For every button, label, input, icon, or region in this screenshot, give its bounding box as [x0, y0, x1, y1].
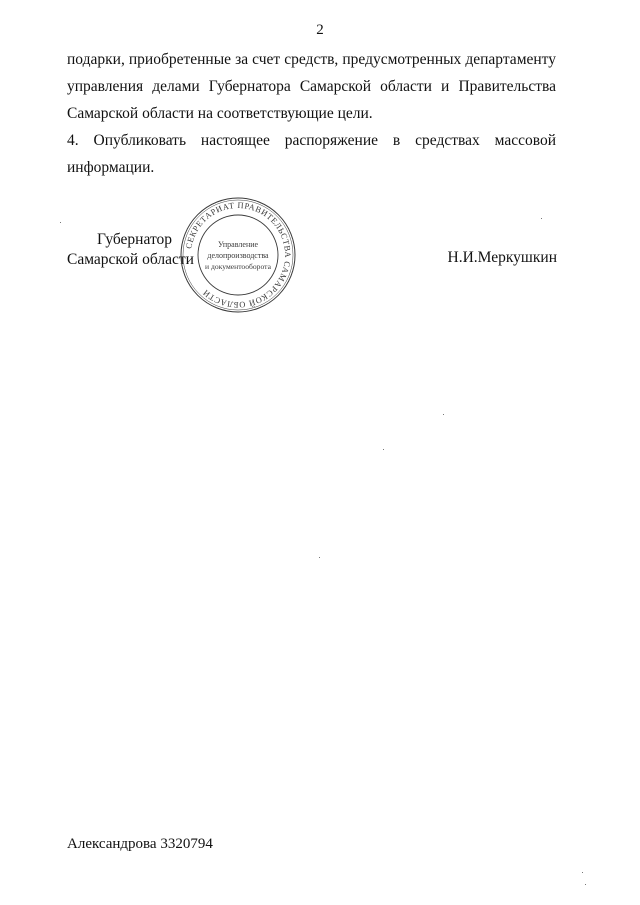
scan-speck: [582, 872, 583, 873]
signatory-name: Н.И.Меркушкин: [447, 249, 557, 266]
scan-speck: [383, 449, 384, 450]
stamp-center-line: Управление: [217, 240, 259, 249]
signatory-title-line: Самарской области: [67, 251, 194, 268]
signatory-title-line: Губернатор: [96, 231, 173, 248]
paragraph-line: информации.: [67, 159, 155, 176]
paragraph-line: подарки, приобретенные за счет средств, предусмотренных департаменту: [67, 51, 556, 68]
paragraph-line: управления делами Губернатора Самарской области и Правительства: [67, 78, 556, 95]
paragraph-item-4: [67, 127, 556, 181]
scan-speck: [60, 222, 61, 223]
executor-note: Александрова 3320794: [67, 836, 213, 852]
scan-speck: [585, 884, 586, 885]
paragraph-continuation: [67, 46, 556, 127]
paragraph-line: Самарской области на соответствующие цели.: [67, 105, 373, 122]
scan-speck: [319, 557, 320, 558]
scan-speck: [541, 218, 542, 219]
page-number: 2: [316, 22, 324, 38]
scan-speck: [443, 414, 444, 415]
stamp-center-line: делопроизводства: [207, 251, 269, 260]
paragraph-line: 4. Опубликовать настоящее распоряжение в средствах массовой: [67, 132, 556, 149]
stamp-ring-text: СЕКРЕТАРИАТ ПРАВИТЕЛЬСТВА САМАРСКОЙ ОБЛАСТИ: [184, 200, 293, 310]
stamp-center-line: и документооборота: [205, 262, 271, 271]
official-stamp: [178, 195, 298, 315]
